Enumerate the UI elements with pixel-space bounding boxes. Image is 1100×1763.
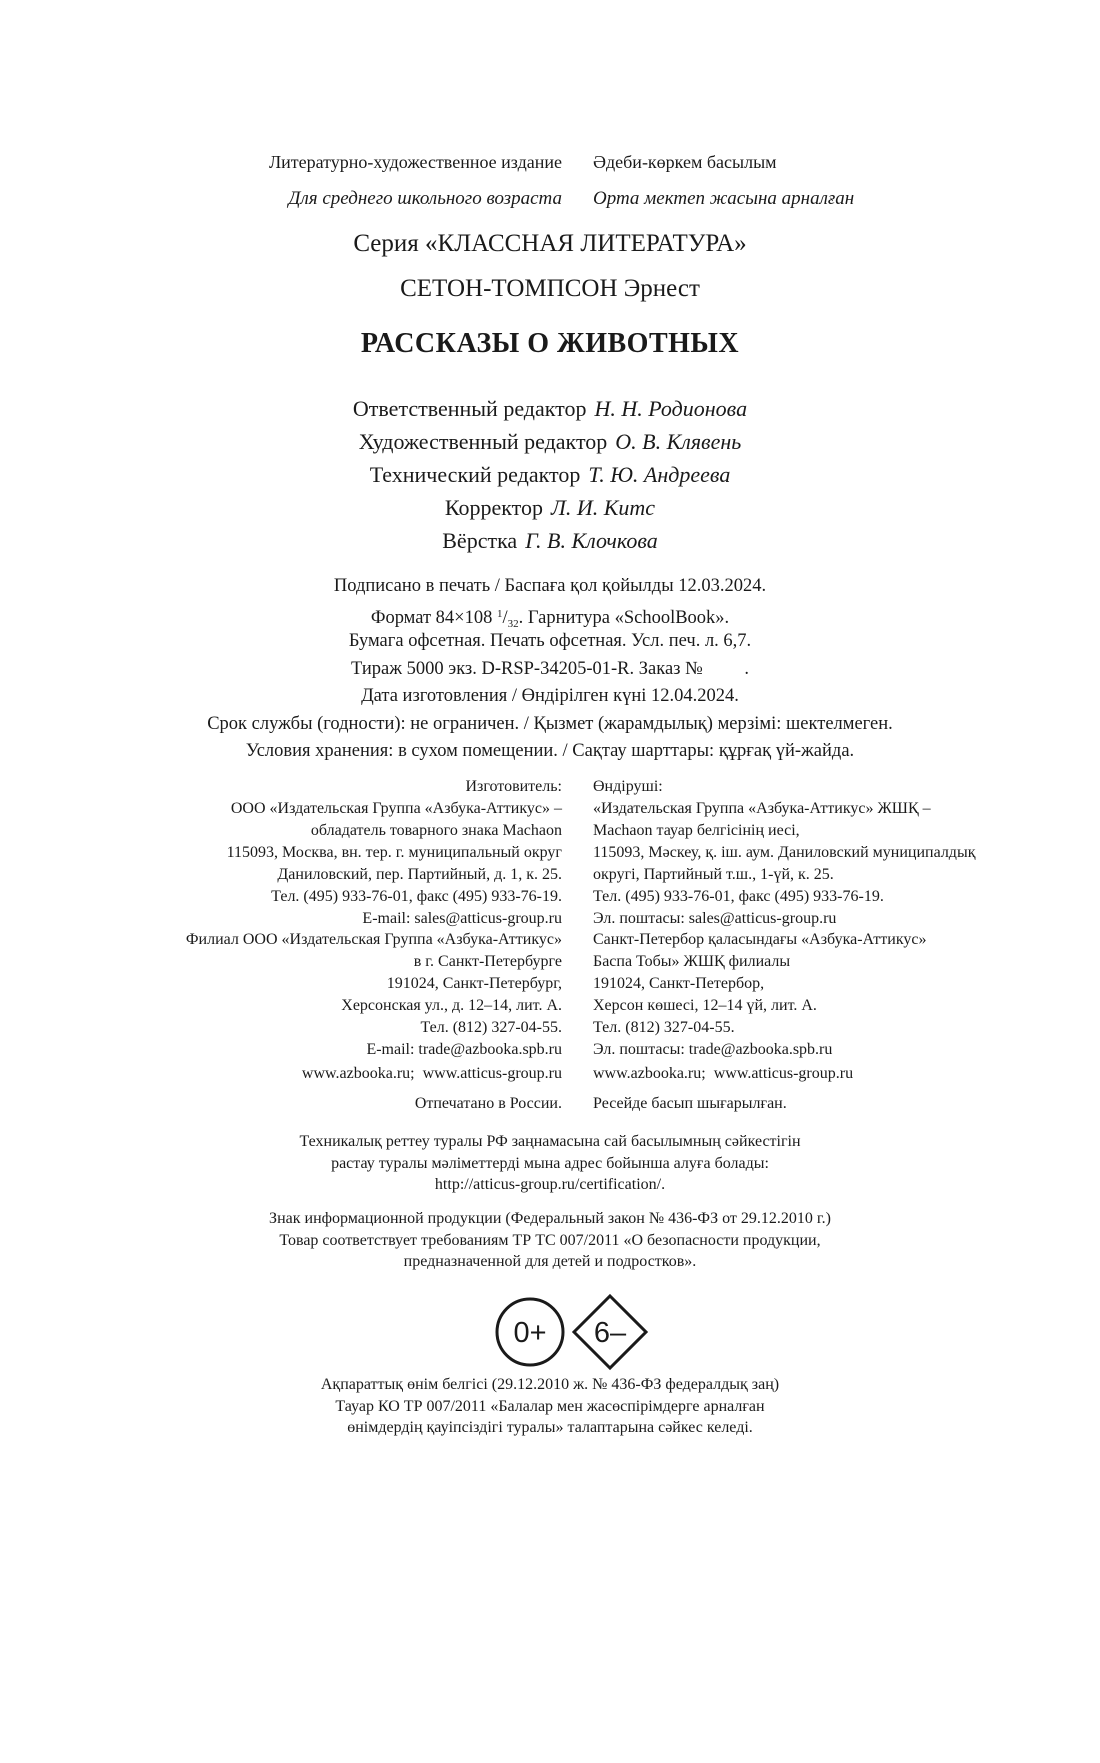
manufacturer-kz-line: округі, Партийный т.ш., 1-үй, к. 25. (593, 866, 834, 883)
branch-kz-line: Баспа Тобы» ЖШҚ филиалы (593, 953, 791, 970)
credit-name: Н. Н. Родионова (594, 396, 748, 421)
branch-kz-line: Тел. (812) 327-04-55. (593, 1019, 735, 1036)
credit-line (0, 524, 1100, 557)
audience-ru: Для среднего школьного возраста (288, 188, 562, 209)
info-sign-ru-line: Знак информационной продукции (Федеральный закон № 436-ФЗ от 29.12.2010 г.) (269, 1210, 831, 1227)
manufacturer-ru-line: обладатель товарного знака Machaon (310, 822, 562, 839)
credit-role: Вёрстка (442, 528, 518, 553)
format-prefix: Формат 84×108 (370, 607, 497, 628)
format-suffix: . Гарнитура «SchoolBook». (518, 607, 730, 628)
format-num: 1 (497, 607, 503, 620)
storage-line: Условия хранения: в сухом помещении. / Сақтау шарттары: құрғақ үй-жайда. (245, 741, 855, 761)
credit-name: Г. В. Клочкова (525, 528, 658, 553)
certification-block (0, 1131, 1100, 1196)
edition-type-kz: Әдеби-көркем басылым (593, 152, 777, 172)
credit-role: Ответственный редактор (352, 396, 587, 421)
paper-line: Бумага офсетная. Печать офсетная. Усл. печ. л. 6,7. (348, 631, 752, 651)
website-kz: www.azbooka.ru; www.atticus-group.ru (593, 1065, 854, 1082)
certification-line: Техникалық реттеу туралы РФ заңнамасына сай басылымның сәйкестігін (299, 1133, 801, 1150)
manufacturer-ru-line: E-mail: sales@atticus-group.ru (362, 910, 562, 927)
book-title: РАССКАЗЫ О ЖИВОТНЫХ (360, 328, 740, 359)
branch-ru-line: Филиал ООО «Издательская Группа «Азбука-Аттикус» (185, 931, 562, 948)
branch-kz (593, 929, 927, 1061)
branch-kz-line: Эл. поштасы: trade@azbooka.spb.ru (593, 1041, 833, 1058)
branch-ru-line: E-mail: trade@azbooka.spb.ru (366, 1041, 562, 1058)
format-slash: / (502, 607, 508, 628)
manufacturer-ru-line: 115093, Москва, вн. тер. г. муниципальный округ (226, 844, 562, 861)
age-circle-label: 0+ (513, 1317, 547, 1349)
manufacturer-ru-line: Тел. (495) 933-76-01, факс (495) 933-76-19. (271, 888, 562, 905)
info-sign-ru-line: Товар соответствует требованиям ТР ТС 007/2011 «О безопасности продукции, (279, 1231, 821, 1249)
info-sign-ru-line: предназначенной для детей и подростков». (403, 1253, 697, 1270)
manufacturer-ru-line: Изготовитель: (465, 778, 562, 795)
credit-line (0, 458, 1100, 491)
credit-line (0, 425, 1100, 458)
printed-ru: Отпечатано в России. (414, 1095, 562, 1112)
manufacturer-kz (593, 776, 975, 930)
service-life-line: Срок службы (годности): не ограничен. / Қызмет (жарамдылық) мерзімі: шектелмеген. (207, 713, 893, 734)
manufacturer-kz-line: Эл. поштасы: sales@atticus-group.ru (593, 910, 837, 927)
info-sign-kz-line: Тауар КО ТР 007/2011 «Балалар мен жасөспірімдерге арналған (335, 1397, 765, 1415)
info-sign-kz-line: Ақпараттық өнім белгісі (29.12.2010 ж. № 436-ФЗ федералдық заң) (320, 1376, 780, 1393)
manufacturer-ru-line: ООО «Издательская Группа «Азбука-Аттикус» – (230, 800, 562, 817)
credit-line (0, 392, 1100, 425)
printed-kz: Ресейде басып шығарылған. (593, 1095, 787, 1112)
credit-role: Технический редактор (369, 462, 581, 487)
imprint-block (0, 573, 1100, 766)
branch-ru-line: Херсонская ул., д. 12–14, лит. А. (341, 997, 562, 1014)
manufacturer-kz-line: «Издательская Группа «Азбука-Аттикус» ЖШҚ – (593, 800, 931, 817)
info-sign-kz-block (0, 1374, 1100, 1439)
manufacturer-kz-line: 115093, Мәскеу, қ. іш. аум. Даниловский муниципалдық (593, 844, 976, 861)
age-circle-icon (497, 1299, 563, 1365)
website-ru: www.azbooka.ru; www.atticus-group.ru (301, 1065, 562, 1082)
credit-role: Корректор (444, 495, 543, 520)
certification-line: http://atticus-group.ru/certification/. (434, 1176, 666, 1193)
manufacturer-kz-line: Өндіруші: (593, 778, 663, 795)
credits-block (0, 392, 1100, 557)
credit-name: Л. И. Китс (551, 495, 656, 520)
info-sign-ru-block (0, 1208, 1100, 1273)
branch-kz-line: 191024, Санкт-Петербор, (593, 975, 765, 992)
age-marks (465, 1292, 665, 1372)
print-run-line: Тираж 5000 экз. D-RSP-34205-01-R. Заказ № . (351, 658, 749, 679)
info-sign-kz-line: өнімдердің қауіпсіздігі туралы» талаптарына сәйкес келеді. (347, 1419, 753, 1436)
author-line: СЕТОН-ТОМПСОН Эрнест (400, 275, 700, 302)
certification-line: растау туралы мәліметтерді мына адрес бойынша алуға болады: (331, 1154, 769, 1172)
manufacturer-kz-line: Machaon тауар белгісінің иесі, (593, 822, 800, 839)
branch-ru-line: в г. Санкт-Петербурге (413, 953, 562, 970)
edition-type-ru: Литературно-художественное издание (268, 152, 562, 172)
branch-ru-line: 191024, Санкт-Петербург, (386, 975, 562, 992)
manufacturer-ru (227, 776, 562, 930)
branch-ru (186, 929, 562, 1061)
manufacturer-ru-line: Даниловский, пер. Партийный, д. 1, к. 25. (277, 866, 562, 883)
made-date-line: Дата изготовления / Өндірілген күні 12.04.2024. (361, 686, 739, 706)
credit-name: Т. Ю. Андреева (588, 462, 731, 487)
signed-line: Подписано в печать / Баспаға қол қойылды 12.03.2024. (333, 576, 767, 596)
age-diamond-label: 6– (593, 1317, 627, 1349)
age-diamond-icon (574, 1296, 646, 1368)
manufacturer-kz-line: Тел. (495) 933-76-01, факс (495) 933-76-19. (593, 888, 884, 905)
series-line: Серия «КЛАССНАЯ ЛИТЕРАТУРА» (353, 230, 747, 257)
branch-kz-line: Херсон көшесі, 12–14 үй, лит. А. (593, 997, 817, 1014)
credit-line (0, 491, 1100, 524)
credit-role: Художественный редактор (358, 429, 608, 454)
branch-ru-line: Тел. (812) 327-04-55. (420, 1019, 562, 1036)
format-line (0, 601, 1100, 629)
credit-name: О. В. Клявень (615, 429, 742, 454)
format-den: 32 (507, 617, 519, 630)
audience-kz: Орта мектеп жасына арналған (593, 188, 855, 209)
branch-kz-line: Санкт-Петербор қаласындағы «Азбука-Аттикус» (593, 931, 927, 948)
